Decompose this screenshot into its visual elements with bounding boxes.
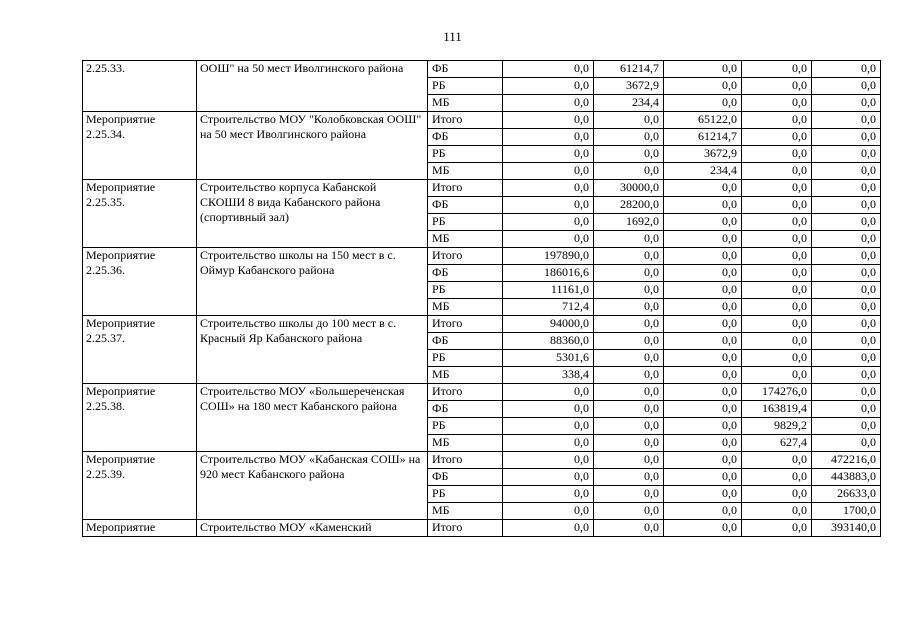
amount-cell: 0,0 [503,129,594,146]
amount-cell: 0,0 [664,265,742,282]
amount-cell: 1692,0 [594,214,664,231]
amount-cell: 5301,6 [503,350,594,367]
amount-cell: 0,0 [812,384,881,401]
amount-cell: 0,0 [742,282,812,299]
table-row [83,384,881,401]
amount-cell: 0,0 [503,231,594,248]
amount-cell: 0,0 [812,316,881,333]
funding-source-cell: РБ [428,418,503,435]
amount-cell: 0,0 [664,367,742,384]
amount-cell: 0,0 [594,333,664,350]
amount-cell: 0,0 [812,367,881,384]
amount-cell: 0,0 [812,248,881,265]
amount-cell: 0,0 [664,384,742,401]
table-row [83,248,881,265]
amount-cell: 0,0 [742,146,812,163]
funding-source-cell: РБ [428,146,503,163]
measure-name-cell: Строительство МОУ "Колобковская ООШ" на 50 мест Иволгинского района [197,112,428,180]
amount-cell: 88360,0 [503,333,594,350]
funding-source-cell: ФБ [428,129,503,146]
table-row [83,61,881,78]
amount-cell: 0,0 [812,78,881,95]
amount-cell: 0,0 [812,180,881,197]
amount-cell: 0,0 [742,367,812,384]
amount-cell: 0,0 [594,520,664,537]
amount-cell: 0,0 [594,231,664,248]
funding-source-cell: РБ [428,350,503,367]
amount-cell: 174276,0 [742,384,812,401]
amount-cell: 0,0 [664,469,742,486]
amount-cell: 0,0 [812,95,881,112]
amount-cell: 0,0 [664,452,742,469]
funding-source-cell: Итого [428,112,503,129]
amount-cell: 0,0 [594,469,664,486]
measure-name-cell: Строительство МОУ «Кабанская СОШ» на 920 мест Кабанского района [197,452,428,520]
amount-cell: 0,0 [503,146,594,163]
measure-id-cell: Мероприятие [83,520,197,537]
page-number: 111 [443,29,462,44]
amount-cell: 0,0 [742,265,812,282]
amount-cell: 0,0 [812,61,881,78]
funding-source-cell: МБ [428,299,503,316]
amount-cell: 0,0 [594,401,664,418]
funding-source-cell: МБ [428,163,503,180]
amount-cell: 0,0 [503,197,594,214]
amount-cell: 0,0 [503,112,594,129]
amount-cell: 0,0 [812,112,881,129]
amount-cell: 0,0 [742,469,812,486]
funding-source-cell: МБ [428,503,503,520]
amount-cell: 627,4 [742,435,812,452]
amount-cell: 0,0 [594,129,664,146]
funding-source-cell: РБ [428,282,503,299]
amount-cell: 0,0 [503,486,594,503]
amount-cell: 11161,0 [503,282,594,299]
amount-cell: 0,0 [503,180,594,197]
amount-cell: 0,0 [742,112,812,129]
amount-cell: 0,0 [664,486,742,503]
amount-cell: 0,0 [594,384,664,401]
funding-source-cell: МБ [428,95,503,112]
amount-cell: 0,0 [742,129,812,146]
amount-cell: 0,0 [594,435,664,452]
amount-cell: 3672,9 [594,78,664,95]
amount-cell: 0,0 [742,180,812,197]
amount-cell: 0,0 [503,78,594,95]
amount-cell: 0,0 [594,299,664,316]
funding-source-cell: ФБ [428,197,503,214]
funding-source-cell: Итого [428,384,503,401]
amount-cell: 0,0 [742,299,812,316]
amount-cell: 0,0 [503,452,594,469]
amount-cell: 0,0 [742,503,812,520]
measure-id-cell: Мероприятие 2.25.37. [83,316,197,384]
amount-cell: 163819,4 [742,401,812,418]
amount-cell: 0,0 [812,418,881,435]
amount-cell: 0,0 [594,503,664,520]
amount-cell: 65122,0 [664,112,742,129]
amount-cell: 0,0 [503,435,594,452]
amount-cell: 234,4 [664,163,742,180]
amount-cell: 0,0 [812,265,881,282]
amount-cell: 472216,0 [812,452,881,469]
measure-id-cell: 2.25.33. [83,61,197,112]
measure-id-cell: Мероприятие 2.25.34. [83,112,197,180]
measure-name-cell: Строительство школы на 150 мест в с. Оймур Кабанского района [197,248,428,316]
amount-cell: 0,0 [594,452,664,469]
amount-cell: 0,0 [812,333,881,350]
amount-cell: 0,0 [664,78,742,95]
amount-cell: 0,0 [664,231,742,248]
amount-cell: 0,0 [742,452,812,469]
table-row [83,452,881,469]
amount-cell: 0,0 [664,418,742,435]
amount-cell: 0,0 [812,282,881,299]
funding-source-cell: Итого [428,248,503,265]
funding-source-cell: ФБ [428,333,503,350]
funding-source-cell: РБ [428,214,503,231]
amount-cell: 61214,7 [594,61,664,78]
measure-name-cell: ООШ" на 50 мест Иволгинского района [197,61,428,112]
amount-cell: 0,0 [503,401,594,418]
funding-table [82,60,881,537]
funding-source-cell: РБ [428,78,503,95]
amount-cell: 0,0 [503,61,594,78]
amount-cell: 0,0 [594,367,664,384]
table-row [83,316,881,333]
amount-cell: 0,0 [812,299,881,316]
amount-cell: 0,0 [664,435,742,452]
amount-cell: 0,0 [594,248,664,265]
amount-cell: 0,0 [812,350,881,367]
measure-id-cell: Мероприятие 2.25.39. [83,452,197,520]
funding-source-cell: Итого [428,452,503,469]
amount-cell: 0,0 [812,197,881,214]
table-row [83,520,881,537]
measure-id-cell: Мероприятие 2.25.35. [83,180,197,248]
measure-id-cell: Мероприятие 2.25.38. [83,384,197,452]
amount-cell: 9829,2 [742,418,812,435]
amount-cell: 0,0 [742,163,812,180]
amount-cell: 0,0 [503,503,594,520]
measure-id-cell: Мероприятие 2.25.36. [83,248,197,316]
amount-cell: 393140,0 [812,520,881,537]
amount-cell: 0,0 [664,197,742,214]
amount-cell: 0,0 [503,163,594,180]
amount-cell: 0,0 [594,146,664,163]
amount-cell: 0,0 [594,316,664,333]
amount-cell: 0,0 [594,282,664,299]
funding-source-cell: ФБ [428,401,503,418]
amount-cell: 0,0 [503,95,594,112]
amount-cell: 0,0 [594,265,664,282]
amount-cell: 61214,7 [664,129,742,146]
measure-name-cell: Строительство корпуса Кабанской СКОШИ 8 вида Кабанского района (спортивный зал) [197,180,428,248]
table-row [83,112,881,129]
amount-cell: 0,0 [742,61,812,78]
amount-cell: 0,0 [503,520,594,537]
amount-cell: 0,0 [742,248,812,265]
funding-source-cell: МБ [428,231,503,248]
amount-cell: 197890,0 [503,248,594,265]
funding-source-cell: МБ [428,367,503,384]
funding-source-cell: ФБ [428,469,503,486]
amount-cell: 0,0 [742,197,812,214]
amount-cell: 0,0 [742,350,812,367]
amount-cell: 0,0 [812,435,881,452]
amount-cell: 0,0 [664,214,742,231]
amount-cell: 26633,0 [812,486,881,503]
amount-cell: 0,0 [742,486,812,503]
amount-cell: 0,0 [503,384,594,401]
amount-cell: 0,0 [742,78,812,95]
amount-cell: 186016,6 [503,265,594,282]
amount-cell: 3672,9 [664,146,742,163]
funding-source-cell: МБ [428,435,503,452]
funding-source-cell: ФБ [428,61,503,78]
funding-source-cell: Итого [428,180,503,197]
amount-cell: 0,0 [664,520,742,537]
amount-cell: 0,0 [503,418,594,435]
amount-cell: 0,0 [742,333,812,350]
amount-cell: 0,0 [742,95,812,112]
amount-cell: 0,0 [594,486,664,503]
measure-name-cell: Строительство МОУ «Большереченская СОШ» на 180 мест Кабанского района [197,384,428,452]
amount-cell: 94000,0 [503,316,594,333]
amount-cell: 28200,0 [594,197,664,214]
amount-cell: 0,0 [664,333,742,350]
amount-cell: 0,0 [503,214,594,231]
amount-cell: 0,0 [664,503,742,520]
amount-cell: 0,0 [664,350,742,367]
amount-cell: 30000,0 [594,180,664,197]
amount-cell: 0,0 [812,401,881,418]
funding-source-cell: РБ [428,486,503,503]
amount-cell: 443883,0 [812,469,881,486]
amount-cell: 0,0 [742,520,812,537]
amount-cell: 0,0 [664,282,742,299]
amount-cell: 1700,0 [812,503,881,520]
amount-cell: 0,0 [664,180,742,197]
funding-source-cell: Итого [428,520,503,537]
amount-cell: 0,0 [812,231,881,248]
amount-cell: 234,4 [594,95,664,112]
measure-name-cell: Строительство школы до 100 мест в с. Красный Яр Кабанского района [197,316,428,384]
amount-cell: 338,4 [503,367,594,384]
amount-cell: 0,0 [664,401,742,418]
measure-name-cell: Строительство МОУ «Каменский [197,520,428,537]
table-row [83,180,881,197]
amount-cell: 0,0 [664,95,742,112]
amount-cell: 0,0 [742,214,812,231]
amount-cell: 0,0 [594,418,664,435]
amount-cell: 0,0 [812,214,881,231]
amount-cell: 0,0 [742,316,812,333]
amount-cell: 0,0 [664,299,742,316]
funding-source-cell: Итого [428,316,503,333]
amount-cell: 0,0 [594,163,664,180]
amount-cell: 0,0 [812,163,881,180]
amount-cell: 0,0 [812,129,881,146]
amount-cell: 0,0 [664,316,742,333]
amount-cell: 0,0 [664,61,742,78]
funding-source-cell: ФБ [428,265,503,282]
amount-cell: 0,0 [594,350,664,367]
amount-cell: 0,0 [812,146,881,163]
amount-cell: 0,0 [664,248,742,265]
amount-cell: 0,0 [742,231,812,248]
amount-cell: 0,0 [594,112,664,129]
amount-cell: 0,0 [503,469,594,486]
amount-cell: 712,4 [503,299,594,316]
